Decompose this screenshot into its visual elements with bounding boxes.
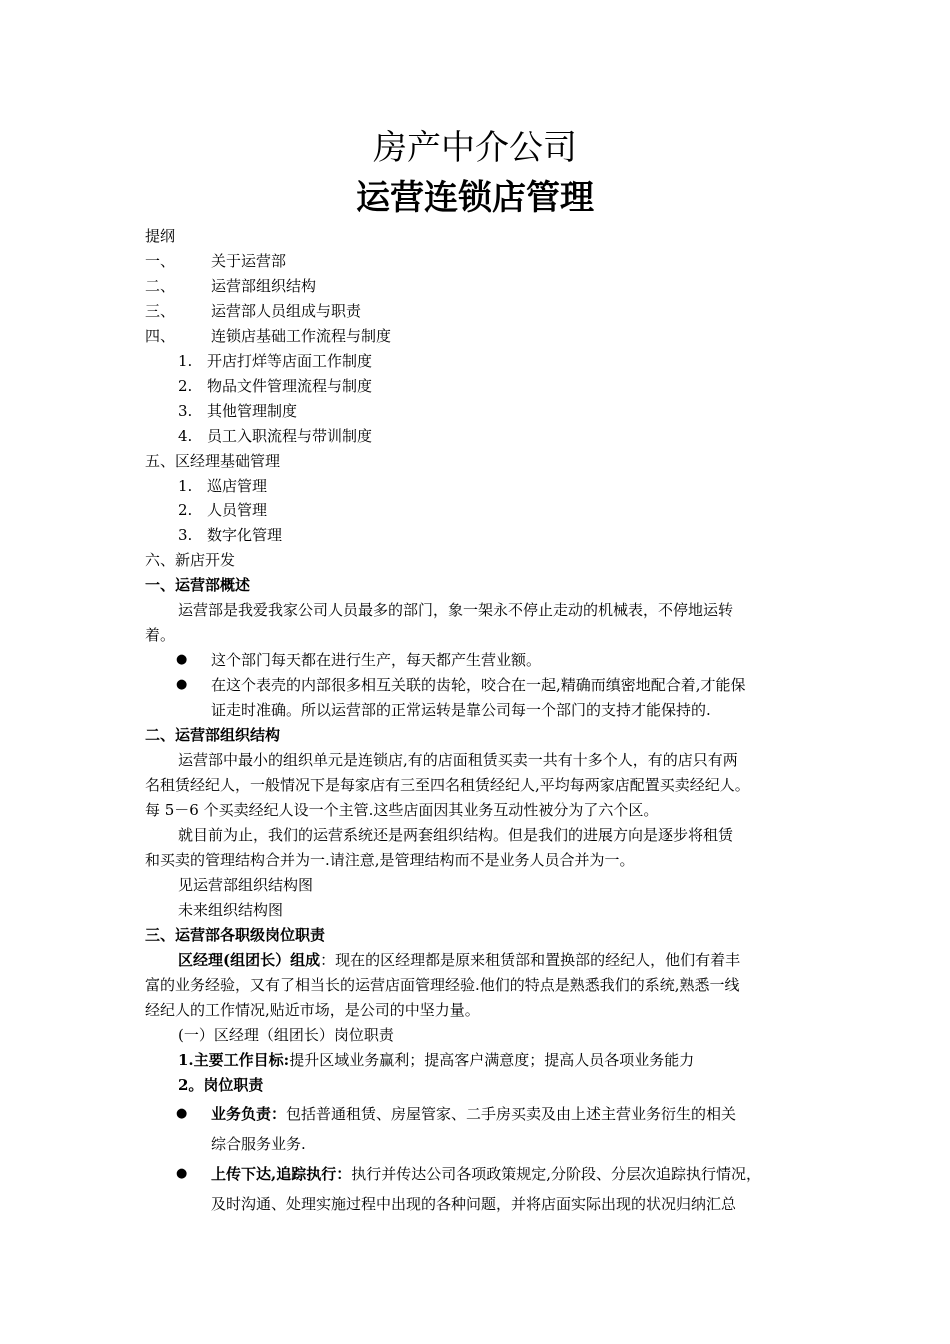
outline-item-3: 运营部人员组成与职责 bbox=[211, 302, 362, 320]
paragraph-text: 执行并传达公司各项政策规定,分阶段、分层次追踪执行情况， bbox=[351, 1165, 762, 1183]
subsection-heading: (一）区经理（组团长）岗位职责 bbox=[178, 1026, 394, 1044]
paragraph-line: 经纪人的工作情况,贴近市场，是公司的中坚力量。 bbox=[145, 1001, 480, 1019]
outline-sub-item: 开店打烊等店面工作制度 bbox=[207, 352, 373, 370]
outline-item-5: 五、区经理基础管理 bbox=[145, 452, 281, 470]
bullet-text: 证走时准确。所以运营部的正常运转是靠公司每一个部门的支持才能保持的. bbox=[211, 701, 711, 719]
outline-sub-item: 物品文件管理流程与制度 bbox=[207, 377, 373, 395]
outline-item-4: 连锁店基础工作流程与制度 bbox=[211, 327, 392, 345]
outline-sub-num: 4. bbox=[178, 427, 193, 445]
outline-sub-num: 2. bbox=[178, 377, 193, 395]
outline-sub-item: 人员管理 bbox=[207, 501, 268, 519]
bullet-text bbox=[211, 1164, 761, 1184]
paragraph-text: 包括普通租赁、房屋管家、二手房买卖及由上述主营业务衍生的相关 bbox=[286, 1105, 737, 1123]
paragraph-line: 运营部是我爱我家公司人员最多的部门，象一架永不停止走动的机械表，不停地运转 bbox=[178, 601, 734, 619]
outline-item-2: 运营部组织结构 bbox=[211, 277, 317, 295]
paragraph-line: 运营部中最小的组织单元是连锁店,有的店面租赁买卖一共有十多个人，有的店只有两 bbox=[178, 751, 738, 769]
outline-sub-item: 员工入职流程与带训制度 bbox=[207, 427, 373, 445]
subsection-heading: 2。岗位职责 bbox=[178, 1076, 264, 1094]
outline-item-6: 六、新店开发 bbox=[145, 551, 236, 569]
bullet-text: 这个部门每天都在进行生产，每天都产生营业额。 bbox=[211, 651, 542, 669]
outline-sub-num: 3. bbox=[178, 402, 193, 420]
bullet-text: 在这个表壳的内部很多相互关联的齿轮，咬合在一起,精确而缜密地配合着,才能保 bbox=[211, 676, 746, 694]
section-heading: 二、运营部组织结构 bbox=[145, 726, 281, 744]
bullet-icon: ● bbox=[176, 677, 188, 692]
paragraph-line bbox=[178, 950, 740, 970]
paragraph-line: 每 5－6 个买卖经纪人设一个主管.这些店面因其业务互动性被分为了六个区。 bbox=[145, 801, 659, 819]
paragraph-text: 提升区域业务赢利；提高客户满意度；提高人员各项业务能力 bbox=[289, 1051, 695, 1069]
paragraph-line: 见运营部组织结构图 bbox=[178, 876, 314, 894]
paragraph-line: 富的业务经验，又有了相当长的运营店面管理经验.他们的特点是熟悉我们的系统,熟悉一线 bbox=[145, 976, 740, 994]
outline-sub-item: 数字化管理 bbox=[207, 526, 283, 544]
bullet-icon: ● bbox=[176, 1166, 188, 1181]
paragraph-text: ：现在的区经理都是原来租赁部和置换部的经纪人，他们有着丰 bbox=[320, 951, 741, 969]
document-subtitle: 运营连锁店管理 bbox=[356, 178, 594, 218]
section-heading: 一、运营部概述 bbox=[145, 576, 251, 594]
bullet-icon: ● bbox=[176, 652, 188, 667]
outline-sub-item: 其他管理制度 bbox=[207, 402, 298, 420]
paragraph-line: 未来组织结构图 bbox=[178, 901, 284, 919]
outline-item-1: 关于运营部 bbox=[211, 252, 287, 270]
paragraph-line bbox=[178, 1050, 694, 1070]
paragraph-line: 和买卖的管理结构合并为一.请注意,是管理结构而不是业务人员合并为一。 bbox=[145, 851, 635, 869]
outline-sub-num: 1. bbox=[178, 352, 193, 370]
paragraph-line: 就目前为止，我们的运营系统还是两套组织结构。但是我们的进展方向是逐步将租赁 bbox=[178, 826, 734, 844]
bullet-icon: ● bbox=[176, 1106, 188, 1121]
outline-heading: 提纲 bbox=[145, 227, 176, 245]
bullet-text: 及时沟通、处理实施过程中出现的各种问题，并将店面实际出现的状况归纳汇总 bbox=[211, 1195, 737, 1213]
document-title: 房产中介公司 bbox=[373, 128, 577, 168]
outline-sub-num: 3. bbox=[178, 526, 193, 544]
outline-item-2-num: 二、 bbox=[145, 277, 176, 295]
section-heading: 三、运营部各职级岗位职责 bbox=[145, 926, 326, 944]
outline-item-4-num: 四、 bbox=[145, 327, 176, 345]
bullet-text: 综合服务业务. bbox=[211, 1135, 306, 1153]
outline-sub-num: 1. bbox=[178, 477, 193, 495]
outline-sub-num: 2. bbox=[178, 501, 193, 519]
bullet-text bbox=[211, 1104, 736, 1124]
paragraph-line: 着。 bbox=[145, 626, 176, 644]
outline-item-1-num: 一、 bbox=[145, 252, 176, 270]
paragraph-line: 名租赁经纪人，一般情况下是每家店有三至四名租赁经纪人,平均每两家店配置买卖经纪人。 bbox=[145, 776, 750, 794]
outline-item-3-num: 三、 bbox=[145, 302, 176, 320]
bold-term: 区经理(组团长）组成 bbox=[178, 951, 321, 969]
bold-term: 上传下达,追踪执行： bbox=[211, 1165, 352, 1183]
outline-sub-item: 巡店管理 bbox=[207, 477, 268, 495]
bold-term: 业务负责： bbox=[211, 1105, 287, 1123]
bold-term: 1.主要工作目标: bbox=[178, 1051, 290, 1069]
